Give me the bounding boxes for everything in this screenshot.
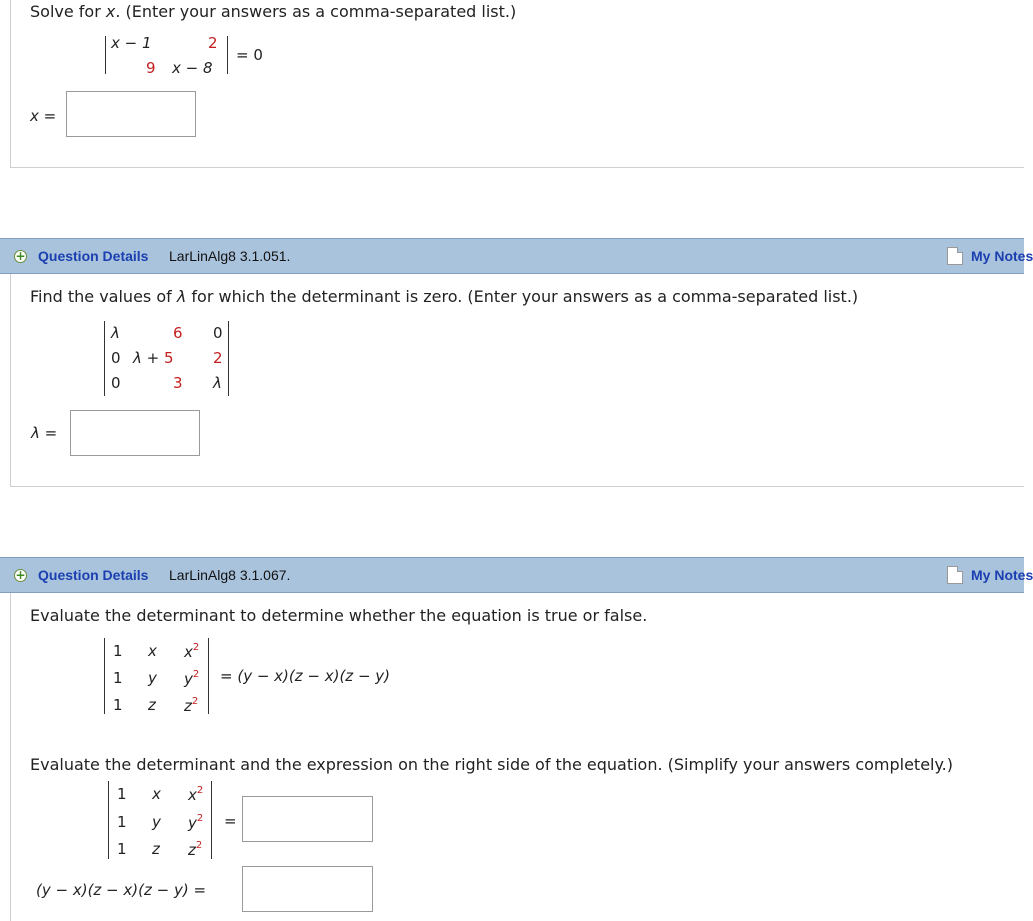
answer-3a-input[interactable]	[242, 796, 373, 842]
question-3-prompt-2: Evaluate the determinant and the expression on the right side of the equation. (Simplify your answers completely.)	[30, 755, 954, 774]
det2-cell-12: 6	[173, 324, 183, 342]
det3b-cell-22: y	[152, 813, 161, 831]
question-1-prompt: Solve for x. (Enter your answers as a comma-separated list.)	[30, 2, 517, 21]
det3b-cell-31: 1	[117, 840, 127, 858]
my-notes-link[interactable]: My Notes	[971, 248, 1033, 264]
answer-2-input[interactable]	[70, 410, 200, 456]
det1-cell-21: 9	[146, 59, 156, 77]
det3a-cell-31: 1	[113, 696, 123, 714]
expand-plus-icon[interactable]: +	[15, 249, 26, 263]
question-1-panel	[10, 0, 1024, 168]
note-icon[interactable]	[947, 566, 963, 584]
question-id: LarLinAlg8 3.1.067.	[169, 567, 291, 583]
question-id: LarLinAlg8 3.1.051.	[169, 248, 291, 264]
det3b-cell-32: z	[152, 840, 160, 858]
det3a-cell-32: z	[148, 696, 156, 714]
det1-cell-12: 2	[208, 34, 218, 52]
det2-cell-21: 0	[111, 349, 121, 367]
det3b-cell-11: 1	[117, 785, 127, 803]
det3b-cell-13: $x^2$	[188, 785, 204, 804]
expression-label: (y − x)(z − x)(z − y) =	[36, 881, 207, 899]
det3b-cell-12: x	[152, 785, 161, 803]
det1-equals: = 0	[236, 46, 263, 64]
question-3-header	[0, 557, 1033, 593]
det3b-cell-33: $z^2$	[188, 840, 203, 859]
det3b-cell-21: 1	[117, 813, 127, 831]
question-2-header	[0, 238, 1033, 274]
det3a-cell-13: $x^2$	[184, 642, 200, 661]
det2-cell-31: 0	[111, 374, 121, 392]
determinant-equals: =	[224, 812, 237, 830]
note-icon[interactable]	[947, 247, 963, 265]
question-details-link[interactable]: Question Details	[38, 567, 149, 583]
question-2-prompt: Find the values of λ for which the determinant is zero. (Enter your answers as a comma-separated list.)	[30, 287, 859, 306]
det3a-cell-11: 1	[113, 642, 123, 660]
question-3-prompt-1: Evaluate the determinant to determine whether the equation is true or false.	[30, 606, 648, 625]
question-details-link[interactable]: Question Details	[38, 248, 149, 264]
det2-cell-22: λ + 5	[133, 349, 174, 367]
det1-cell-11: x − 1	[111, 34, 152, 52]
expand-plus-icon[interactable]: +	[15, 568, 26, 582]
det3a-cell-22: y	[148, 669, 157, 687]
det3a-cell-33: $z^2$	[184, 696, 199, 715]
answer-1-input[interactable]	[66, 91, 196, 137]
det2-cell-11: λ	[111, 324, 120, 342]
det1-cell-22: x − 8	[172, 59, 213, 77]
det3a-cell-21: 1	[113, 669, 123, 687]
answer-1-label: x =	[30, 107, 57, 125]
det2-cell-33: λ	[213, 374, 222, 392]
det3a-cell-12: x	[148, 642, 157, 660]
det3a-rhs: = (y − x)(z − x)(z − y)	[220, 667, 391, 685]
answer-2-label: λ =	[31, 424, 58, 442]
det3a-cell-23: $y^2$	[184, 669, 200, 688]
my-notes-link[interactable]: My Notes	[971, 567, 1033, 583]
det3b-cell-23: $y^2$	[188, 813, 204, 832]
answer-3b-input[interactable]	[242, 866, 373, 912]
det2-cell-23: 2	[213, 349, 223, 367]
det2-cell-32: 3	[173, 374, 183, 392]
det2-cell-13: 0	[213, 324, 223, 342]
